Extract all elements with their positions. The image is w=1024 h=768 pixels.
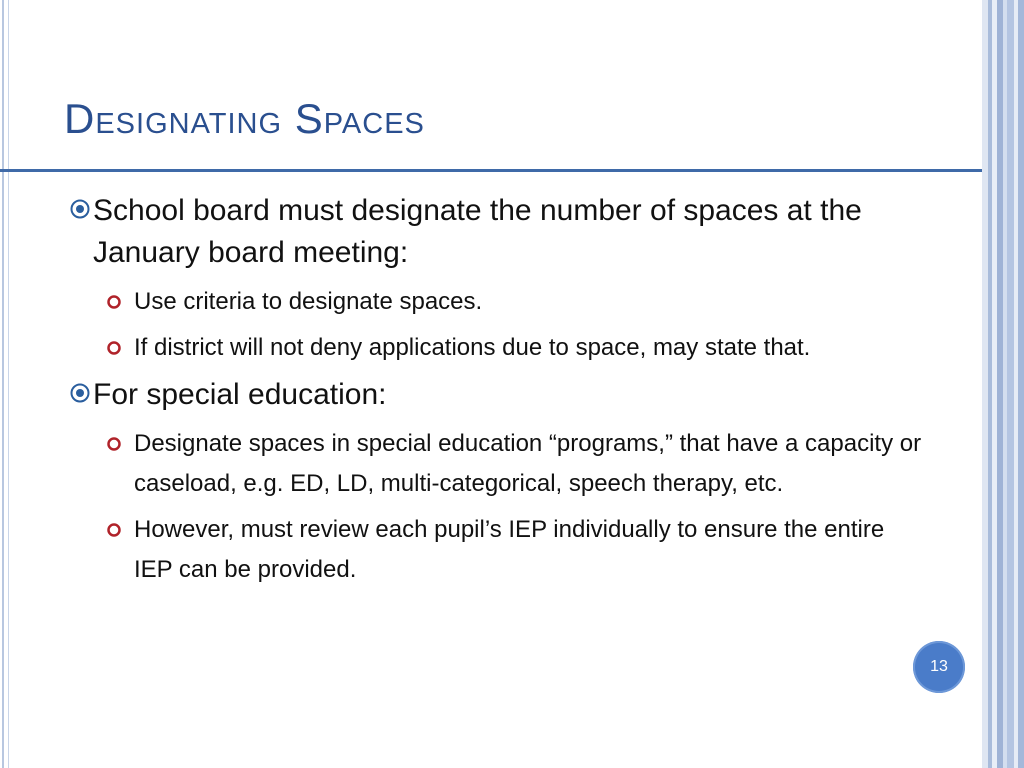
hollow-circle-icon [106,436,122,452]
sub-bullet-text: However, must review each pupil’s IEP individually to ensure the entire IEP can be provided. [134,516,885,583]
hollow-circle-icon [106,294,122,310]
sub-bullet-text: Use criteria to designate spaces. [134,288,483,315]
slide-number-badge: 13 [913,641,965,693]
slide-body [60,190,950,596]
bullet-level2 [60,328,950,368]
hollow-circle-icon [106,340,122,356]
right-border-stripes [982,0,1024,768]
left-border-line-inner [8,0,9,768]
bullet-level1 [60,374,950,416]
bullet-level2 [60,282,950,322]
bullet-text: School board must designate the number of spaces at the January board meeting: [93,194,862,269]
bullet-text: For special education: [93,378,387,411]
bullet-level1 [60,190,950,274]
sub-bullet-text: Designate spaces in special education “programs,” that have a capacity or caseload, e.g. ED, LD, multi-categorical, speech therapy, etc. [134,430,922,497]
slide-title: Designating Spaces [64,95,425,142]
circle-dot-icon [69,382,91,404]
bullet-level2 [60,424,950,504]
hollow-circle-icon [106,522,122,538]
left-border-line [2,0,4,768]
bullet-level2 [60,510,950,590]
title-underline [0,169,982,172]
sub-bullet-text: If district will not deny applications due to space, may state that. [134,334,811,361]
circle-dot-icon [69,198,91,220]
